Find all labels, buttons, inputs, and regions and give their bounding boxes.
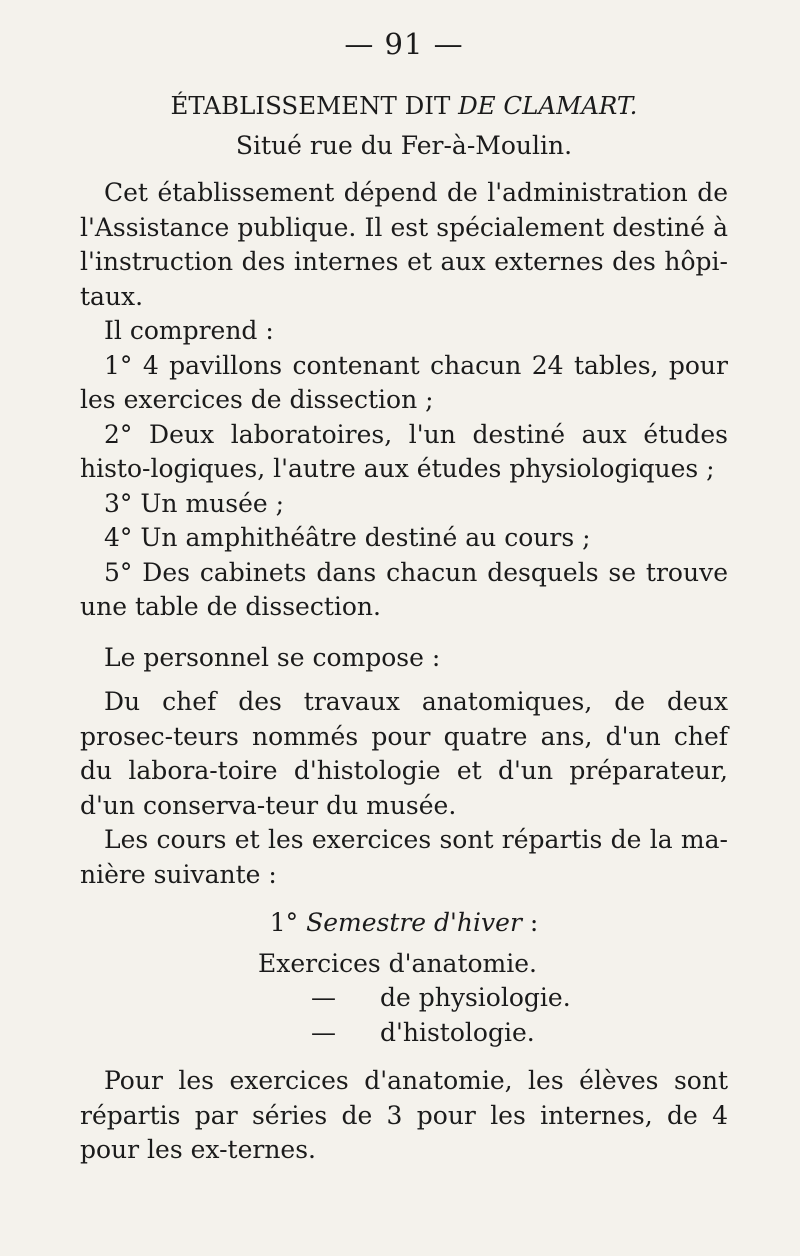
section-subtitle: Situé rue du Fer-à-Moulin. <box>235 131 573 160</box>
list-item-amphitheatre: 4° Un amphithéâtre destiné au cours ; <box>104 523 591 552</box>
paragraph-cours: Les cours et les exercices sont répartis de la ma-nière suivante : <box>80 825 728 889</box>
ditto-dash: — <box>311 1017 336 1047</box>
page-number: — 91 — <box>344 27 464 61</box>
exercice-row-histologie <box>80 1016 728 1051</box>
paragraph-repartition: Pour les exercices d'anatomie, les élèves sont répartis par séries de 3 pour les internes, de 4 pour les ex-ternes. <box>80 1066 728 1164</box>
section-title-text: ÉTABLISSEMENT DIT <box>170 91 459 120</box>
paragraph-chef: Du chef des travaux anatomiques, de deux prosec-teurs nommés pour quatre ans, d'un chef du labora-toire d'histologie et d'un préparateur, d'un conserva-teur du musée. <box>80 687 728 820</box>
list-item-musee: 3° Un musée ; <box>104 488 285 518</box>
paragraph-comprend: Il comprend : <box>104 316 274 345</box>
list-item-pavillons: 1° 4 pavillons contenant chacun 24 tables, pour les exercices de dissection ; <box>80 350 728 414</box>
exercice-row-physiologie <box>80 981 728 1016</box>
semestre-heading <box>80 906 728 941</box>
list-item-laboratoires: 2° Deux laboratoires, l'un destiné aux études histo-logiques, l'autre aux études physiologiques ; <box>80 419 728 483</box>
exercice-physiologie: de physiologie. <box>380 983 571 1012</box>
section-title <box>80 90 728 122</box>
semestre-prefix: 1° <box>269 908 307 937</box>
exercice-row-anatomie <box>80 947 728 982</box>
section-title-italic: DE CLAMART. <box>458 91 638 120</box>
paragraph-personnel: Le personnel se compose : <box>104 642 441 672</box>
ditto-dash: — <box>311 983 336 1012</box>
semestre-suffix: : <box>521 908 539 937</box>
paragraph-intro: Cet établissement dépend de l'administration de l'Assistance publique. Il est spécialement destiné à l'instruction des internes et aux externes des hôpi-taux. <box>80 178 728 311</box>
semestre-title: Semestre d'hiver <box>306 908 522 937</box>
exercice-histologie: d'histologie. <box>380 1017 535 1047</box>
list-item-cabinets: 5° Des cabinets dans chacun desquels se trouve une table de dissection. <box>80 557 728 621</box>
exercice-anatomie: Exercices d'anatomie. <box>258 948 537 978</box>
